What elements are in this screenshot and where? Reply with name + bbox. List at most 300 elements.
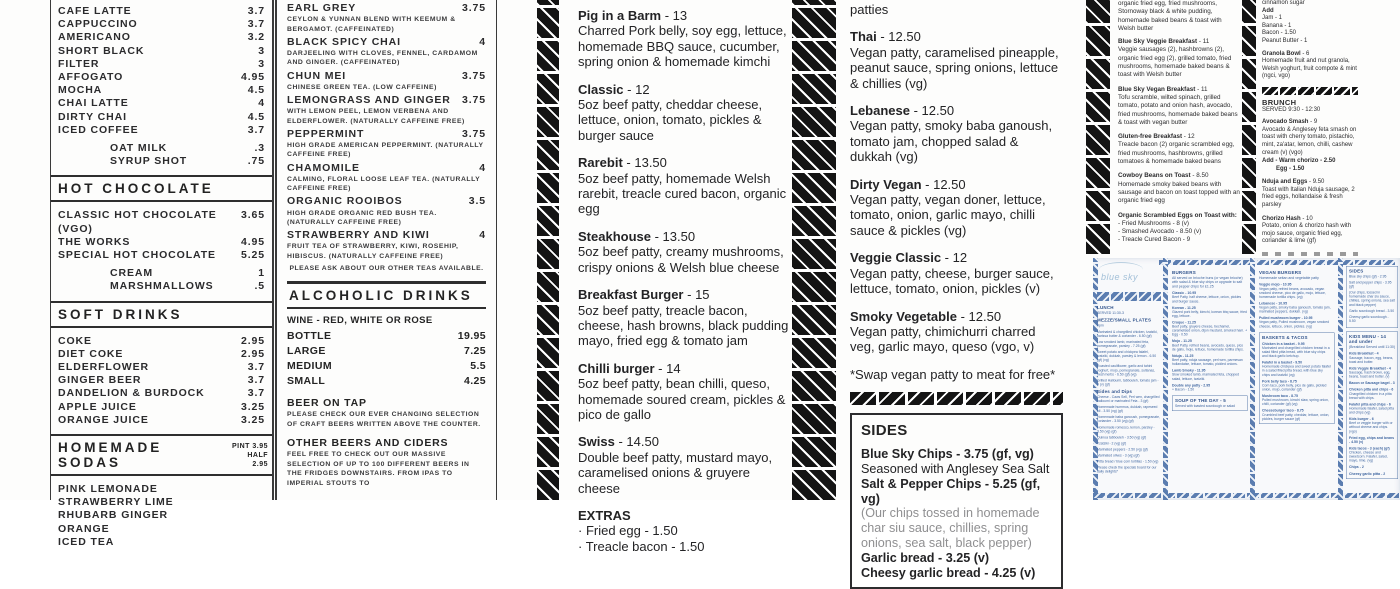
addon-row xyxy=(58,142,265,155)
item-name: BLACK SPICY CHAI xyxy=(287,35,401,48)
extra-item: · Fried egg - 1.50 xyxy=(578,523,678,539)
item-description: 5oz beef patty, homemade Welsh rarebit, treacle cured bacon, organic egg xyxy=(578,170,787,217)
swap-patty-note: *Swap vegan patty to meat for free* xyxy=(850,366,1056,382)
lunch-card-left-column xyxy=(1093,258,1163,500)
kids-menu-title: KIDS MENU - 14 and under xyxy=(1348,333,1386,344)
dips-item: Homemade romesco, lemon, parsley - 3.50 (vg) (gf) xyxy=(1097,425,1155,434)
sides-line: Salt & Pepper Chips - 5.25 (gf, vg) xyxy=(861,476,1041,506)
kids-menu-item xyxy=(1349,447,1395,463)
item-price: 5.25 xyxy=(240,249,265,262)
card-vegan-title: VEGAN BURGERS xyxy=(1259,270,1302,275)
card-vegan-item xyxy=(1259,317,1334,329)
item-description: Pulled mushroom, kimchi slaw, spring onion, chilli, coriander (gf) (vg) xyxy=(1262,398,1330,407)
item-name: Swiss xyxy=(578,434,615,450)
item-name: AFFOGATO xyxy=(58,71,124,84)
lunch-served-hours: SERVED 11:30-3 xyxy=(1097,311,1124,315)
sides-and-dips-title: Sides and Dips xyxy=(1097,388,1133,394)
burger-name-row xyxy=(850,309,1063,324)
menu-item-row xyxy=(58,31,265,44)
lunch-card-vegan-column xyxy=(1255,258,1337,500)
menu-item-row xyxy=(58,124,265,137)
item-price: 4 xyxy=(479,35,486,48)
tea-column xyxy=(287,0,497,500)
sodas-title: HOMEMADE SODAS xyxy=(58,440,163,471)
tribal-pattern-strip xyxy=(1242,0,1256,254)
tribal-pattern-strip xyxy=(792,0,836,500)
menu-item-row xyxy=(58,523,265,536)
item-name: PEPPERMINT xyxy=(287,127,365,140)
breakfast-column xyxy=(1118,0,1240,254)
item-price: - 13.50 xyxy=(623,155,667,170)
item-description: Glazed pork belly, kimchi, korean bbq sauce, fried egg, lettuce. xyxy=(1172,310,1247,318)
item-description: Double beef patty, mustard mayo, caramelised onions & gruyere cheese xyxy=(578,449,773,496)
item-description: Vegan patty, caramelised pineapple, peanut sauce, spring onions, lettuce & chillies (vg) xyxy=(850,44,1059,91)
cutoff-text-fragment: cinnamon sugar xyxy=(1262,0,1305,6)
item-description: Vegan patty, smoky baba ganoush, tomato jam, marinated peppers, dukkah. (vg) xyxy=(1259,306,1331,314)
item-description: Veggie sausages (2), hashbrowns (2), organic fried egg (2), grilled tomato, fried mushrooms, homemade baked beans & toast with Welsh butter xyxy=(1118,46,1232,79)
card-burger-item xyxy=(1172,292,1247,304)
scrambled-option: - Fried Mushrooms - 8 (v) xyxy=(1118,219,1190,227)
item-name: Cowboy Beans on Toast xyxy=(1118,172,1191,180)
item-name: THE WORKS xyxy=(58,235,131,248)
item-description: Toast with Italian Nduja sausage, 2 fried eggs, hollandaise & fresh parsley xyxy=(1262,186,1355,209)
item-name: Mojo - 11.25 xyxy=(1172,339,1192,344)
item-name: LEMONGRASS AND GINGER xyxy=(287,94,451,107)
item-price: 3.75 xyxy=(461,69,486,82)
beer-on-tap-description: PLEASE CHECK OUR EVER CHANGING SELECTION OF CRAFT BEERS WRITTEN ABOVE THE COUNTER. xyxy=(287,411,481,428)
item-name: Breakfast Burger xyxy=(578,287,684,303)
addon-name: OAT MILK xyxy=(110,142,168,155)
item-price: 3.7 xyxy=(247,387,265,400)
item-description: HIGH GRADE AMERICAN PEPPERMINT. (NATURALLY CAFFEINE FREE) xyxy=(287,142,484,159)
addon-row xyxy=(58,280,265,293)
item-name: Veggie mojo - 10.95 xyxy=(1259,283,1292,287)
item-add-option: Add - Warm chorizo - 2.50 xyxy=(1262,158,1336,165)
item-name: SMALL xyxy=(287,375,326,388)
coffee-addons xyxy=(58,142,265,168)
tea-name-row xyxy=(287,229,486,242)
menu-item-row xyxy=(58,58,265,71)
kids-menu-item xyxy=(1349,388,1395,400)
tea-note: PLEASE ASK ABOUT OUR OTHER TEAS AVAILABLE. xyxy=(289,265,484,273)
item-name: GINGER BEER xyxy=(58,374,142,387)
item-name: Pork belly taco - 8.75 xyxy=(1262,379,1298,384)
card-sides-list xyxy=(1349,275,1395,323)
item-name: Lamb Smoky - 11.95 xyxy=(1172,369,1206,373)
item-price: - 8.50 xyxy=(1191,172,1209,179)
item-name: EARL GREY xyxy=(287,2,357,14)
item-price: 4.25 xyxy=(463,375,486,388)
baskets-list xyxy=(1262,342,1331,421)
item-name: STRAWBERRY AND KIWI xyxy=(287,229,430,242)
item-name: Nduja - 11.25 xyxy=(1172,354,1194,358)
menu-item-row xyxy=(58,361,265,374)
item-description: Vegan patty, Pulled mushroom, vegan smoked cheese, lettuce, onion, pickles. (vg) xyxy=(1259,320,1330,329)
item-price: 3.75 xyxy=(461,2,486,14)
item-price: - 13 xyxy=(661,8,687,23)
item-name: MOCHA xyxy=(58,84,103,97)
burger-item xyxy=(850,177,1063,239)
burgers-column xyxy=(578,0,791,554)
item-name: Lebanese xyxy=(850,103,910,119)
scrambled-option: - Treacle Cured Bacon - 9 xyxy=(1118,236,1191,244)
item-name: Falafel in a basket - 9.50 xyxy=(1262,361,1303,365)
menu-item-row xyxy=(58,401,265,414)
item-price: 3.7 xyxy=(247,374,265,387)
item-price: 3.5 xyxy=(468,195,486,208)
add-list xyxy=(1262,15,1358,45)
item-description: Vegan patty, chimichurri charred veg, garlic mayo, queso (vgo, v) xyxy=(850,323,1036,355)
item-description: HIGH GRADE ORGANIC RED BUSH TEA. (NATURALLY CAFFEINE FREE) xyxy=(287,209,437,226)
menu-item-row xyxy=(58,536,265,549)
item-price: - 13.50 xyxy=(651,229,695,244)
kids-menu-item xyxy=(1349,472,1395,476)
add-item: Banana - 1 xyxy=(1262,22,1292,29)
sodas-pint-price: PINT 3.95 xyxy=(231,442,268,450)
burger-item xyxy=(578,287,791,349)
kids-menu-item xyxy=(1349,382,1395,386)
dips-item: Cheese - Caws Sell, Perl wen, chargrilled halloumi or marinated Feta - 3 (gf) xyxy=(1097,395,1160,404)
menu-item-row xyxy=(58,236,265,249)
coffee-list xyxy=(58,5,265,137)
item-price: 3.7 xyxy=(247,123,265,136)
item-price: 3.2 xyxy=(247,31,265,44)
item-description: Sausage, hash brown, egg, beans, toast and butter. (v) xyxy=(1348,370,1391,379)
item-price: 3.75 xyxy=(461,94,486,107)
item-description: Treacle bacon (2) organic scrambled egg, fried mushrooms, hashbrowns, grilled tomatoes & homemade baked beans xyxy=(1118,141,1235,166)
item-description: CHINESE GREEN TEA. (LOW CAFFEINE) xyxy=(287,83,437,91)
other-beers-title: OTHER BEERS AND CIDERS xyxy=(287,437,449,450)
tea-item xyxy=(287,94,486,126)
item-description: Potato, onion & chorizo hash with mojo sauce, organic fried egg, coriander & lime (gf) xyxy=(1262,223,1352,245)
burger-item xyxy=(850,29,1063,91)
wine-title: WINE - RED, WHITE OR ROSE xyxy=(287,315,433,327)
burger-name-row xyxy=(578,229,791,244)
burger-item xyxy=(850,309,1063,355)
sodas-price-notes xyxy=(230,442,268,469)
item-price: - 12 xyxy=(1182,133,1195,140)
item-price: 3.75 xyxy=(461,127,486,140)
burger-item xyxy=(578,82,791,144)
item-description: DARJEELING WITH CLOVES, FENNEL, CARDAMOM AND GINGER. (CAFFEINATED) xyxy=(287,50,478,67)
item-name: ICED COFFEE xyxy=(58,123,139,136)
card-sides-title: SIDES xyxy=(1348,268,1364,274)
menu-item-row xyxy=(58,209,265,235)
item-name: Blue Sky Veggie Breakfast xyxy=(1118,38,1198,46)
item-description: Marinated and chargrilled chicken breast in a salad filled pitta bread, with blue sky chips and black garlic ketchup. xyxy=(1262,346,1331,359)
lunch-card-right-column xyxy=(1343,258,1400,500)
baskets-item xyxy=(1262,361,1331,377)
menu-item-row xyxy=(58,5,265,18)
mezze-item: Grilled Halloumi, tabbouleh, tomato jam - 4 (v) (gf) xyxy=(1097,378,1159,387)
item-name: Double any patty - 2.95 xyxy=(1172,383,1211,388)
baskets-title: BASKETS & TACOS xyxy=(1262,334,1309,340)
item-name: RHUBARB GINGER xyxy=(58,509,169,522)
item-description: FRUIT TEA OF STRAWBERRY, KIWI, ROSEHIP, HIBISCUS. (NATURALLY CAFFEINE FREE) xyxy=(287,243,459,260)
hot-chocolate-list xyxy=(58,209,265,262)
item-price: 3 xyxy=(258,57,265,70)
tea-item xyxy=(287,2,486,34)
dips-item: Marinated olives - 3 (vg) (gf) xyxy=(1097,453,1140,458)
item-price: - 12.50 xyxy=(922,177,966,192)
section-header-soft-drinks: SOFT DRINKS xyxy=(51,301,272,328)
card-vegan-intro: Homemade seitan and vegetable patty xyxy=(1259,276,1320,280)
section-header-homemade-sodas xyxy=(51,434,272,476)
card-burger-item xyxy=(1172,354,1247,366)
vegan-burgers-column xyxy=(850,0,1063,580)
other-beers-description: FEEL FREE TO CHECK OUT OUR MASSIVE SELECTION OF UP TO 100 DIFFERENT BEERS IN THE FRIDGES DOWNSTAIRS. FROM IPAS TO IMPERIAL STOUTS TO xyxy=(287,451,470,488)
blue-pattern-border xyxy=(1097,292,1161,301)
item-price: 3.7 xyxy=(247,361,265,374)
kids-menu-item xyxy=(1349,418,1395,434)
item-description: CEYLON & YUNNAN BLEND WITH KEEMUM & BERGAMOT. (CAFFEINATED) xyxy=(287,16,456,33)
sides-box xyxy=(850,413,1063,589)
item-name: DIET COKE xyxy=(58,347,124,360)
card-burger-item xyxy=(1172,384,1247,392)
item-name: FILTER xyxy=(58,57,100,70)
tea-name-row xyxy=(287,128,486,141)
card-sides-item: Blue sky chips (gf) - 2.95 xyxy=(1348,275,1387,279)
menu-item-row xyxy=(58,18,265,31)
item-description: Homemade falafel, salad pitta and chips (vg) xyxy=(1348,406,1394,415)
item-price: - 12.50 xyxy=(877,29,921,44)
add-item: Bacon - 1.50 xyxy=(1262,30,1297,37)
item-price: 2.95 xyxy=(240,347,265,360)
dips-item: Homemade baba ganoush, pomegranate, coriander - 3.50 (vg) (gf) xyxy=(1097,415,1160,424)
item-description: 5oz beef patty, cheddar cheese, lettuce, onion, tomato, pickles & burger sauce xyxy=(578,97,763,143)
item-name: Classic xyxy=(578,81,624,97)
burger-name-row xyxy=(850,250,1063,265)
item-description: Tofu scramble, wilted spinach, grilled tomato, potato and onion hash, avocado, fried mushrooms, homemade baked beans & toast with vegan butter xyxy=(1118,93,1238,126)
card-burgers-title: BURGERS xyxy=(1172,270,1196,275)
burger-item xyxy=(850,250,1063,296)
item-name: ORANGE JUICE xyxy=(58,413,149,426)
kids-menu-item xyxy=(1349,466,1395,470)
item-price: - 11 xyxy=(1195,86,1207,93)
burger-name-row xyxy=(578,8,791,23)
tea-item xyxy=(287,70,486,93)
card-burgers-intro: All served on brioche buns (or vegan brioche) with salad & blue sky chips or upgrade to salt and pepper chips for £1.25 xyxy=(1172,276,1243,289)
faint-pattern-strip xyxy=(1262,252,1358,256)
item-description: Homemade smoky baked beans with sausage and bacon on toast topped with an organic fried egg xyxy=(1118,180,1240,205)
tea-list xyxy=(287,2,486,261)
item-description: Vegan patty, smoky baba ganoush, tomato jam, chopped salad & dukkah (vg) xyxy=(850,118,1053,165)
addon-row xyxy=(58,267,265,280)
item-name: Kids burger - 6 xyxy=(1348,417,1374,422)
brunch-item xyxy=(1262,119,1358,173)
menu-item-row xyxy=(58,509,265,522)
wine-row xyxy=(287,329,486,344)
item-name: DANDELION & BURDOCK xyxy=(58,387,205,400)
brunch-item xyxy=(1262,216,1358,246)
wine-row xyxy=(287,344,486,359)
item-name: CLASSIC HOT CHOCOLATE (VGO) xyxy=(58,209,217,235)
tea-name-row xyxy=(287,94,486,107)
menu-item-row xyxy=(58,249,265,262)
item-description: Avocado & Anglesey feta smash on toast with cherry tomato, pistachio, mint, za'atar, lemon, chilli, cashew cream (v) (vgo) xyxy=(1262,126,1357,156)
menu-item-row xyxy=(58,97,265,110)
item-name: CAFE LATTE xyxy=(58,5,132,17)
mezze-subtitle: 4pm xyxy=(1097,324,1104,328)
burger-name-row xyxy=(578,434,791,449)
kids-menu-item xyxy=(1349,403,1395,415)
baskets-item xyxy=(1262,395,1331,407)
card-sides-box xyxy=(1346,266,1398,328)
item-price: 4.5 xyxy=(247,84,265,97)
item-add-option: Egg - 1.50 xyxy=(1276,165,1305,172)
item-price: 3.65 xyxy=(240,209,265,222)
item-price: 3.25 xyxy=(240,400,265,413)
item-price: 19.95 xyxy=(457,330,486,343)
scrambled-option: - Smashed Avocado - 8.50 (v) xyxy=(1118,228,1202,236)
brunch-list xyxy=(1262,119,1358,246)
burger-list xyxy=(578,8,791,496)
addon-name: SYRUP SHOT xyxy=(110,155,188,168)
soup-description: Served with toasted sourdough or salad xyxy=(1175,404,1235,408)
extras-list xyxy=(578,523,791,554)
dips-list xyxy=(1097,395,1161,474)
item-description: Slow smoked lamb, marinated feta, chopped salad, lettuce, tzatziki. xyxy=(1172,373,1240,381)
burger-name-row xyxy=(578,82,791,97)
menu-item-row xyxy=(58,71,265,84)
cutoff-text-fragment: organic fried egg, fried mushrooms, Stornoway black & white pudding, homemade baked beans & toast with Welsh butter xyxy=(1118,0,1222,32)
item-price: - 12.50 xyxy=(957,309,1001,324)
section-header-alcoholic-drinks: ALCOHOLIC DRINKS xyxy=(287,281,486,309)
item-description: Chicken, cheese and sweetcorn. Falafel, salad, mayo, lime. (vg) xyxy=(1348,451,1388,463)
item-price: 3.7 xyxy=(247,5,265,17)
burger-name-row xyxy=(578,287,791,302)
item-price: - 11 xyxy=(1197,38,1209,45)
addon-price: 1 xyxy=(258,267,265,280)
kids-menu-subtitle: (Breakfast Served until 11:30) xyxy=(1348,345,1395,349)
dips-item: Homemade hummus, dukkah, rapeseed oil - 3.50 (vg) (gf) xyxy=(1097,405,1158,414)
scrambled-eggs-title: Organic Scrambled Eggs on Toast with: xyxy=(1118,211,1237,219)
item-name: Falafel pitta and chips - 6 xyxy=(1348,402,1391,407)
cutoff-text-fragment: patties xyxy=(850,2,889,17)
item-name: Thai xyxy=(850,29,877,45)
item-name: Pulled mushroom burger - 10.95 xyxy=(1259,316,1313,321)
item-name: ICED TEA xyxy=(58,535,115,548)
item-price: 2.95 xyxy=(240,334,265,347)
card-burger-item xyxy=(1172,321,1247,337)
dips-item: Quinoa tabbouleh - 3.50 (vg) (gf) xyxy=(1097,435,1147,440)
item-description: Homemade fruit and nut granola, Welsh yoghurt, fruit compote & mint (ngci, vgo) xyxy=(1262,58,1357,80)
item-price: 4 xyxy=(258,97,265,110)
card-sides-item: Cheesy garlic sourdough - 5.50 xyxy=(1348,315,1389,323)
menu-item-row xyxy=(58,387,265,400)
item-price: 5.5 xyxy=(470,360,486,373)
tea-name-row xyxy=(287,195,486,208)
item-description: Homemade chickpea and sweet potato falafel in a salad filled pitta bread, with blue sky chips and tzatziki (vg) xyxy=(1262,365,1332,377)
kids-menu-item xyxy=(1349,367,1395,379)
item-description: Beef or veggie burger with or without cheese and chips. (vgo) xyxy=(1348,421,1393,434)
section-header-hot-chocolate: HOT CHOCOLATE xyxy=(51,175,272,202)
item-price: 3.7 xyxy=(247,18,265,31)
item-name: Gluten-free Breakfast xyxy=(1118,133,1183,141)
item-description: 5oz beef patty, treacle bacon, cheese, hash browns, black pudding mayo, fried egg & tomato jam xyxy=(578,302,789,349)
burger-item xyxy=(578,361,791,423)
blue-lunch-menu-card xyxy=(1093,258,1400,500)
burger-name-row xyxy=(850,177,1063,192)
card-burgers-list xyxy=(1172,292,1247,392)
dips-item: Tzatziki - 2 (vg) (gf) xyxy=(1097,441,1127,446)
item-name: Kids Veggie Breakfast - 4 xyxy=(1348,366,1391,371)
tribal-pattern-strip xyxy=(850,392,1063,405)
item-name: SPECIAL HOT CHOCOLATE xyxy=(58,249,216,262)
tribal-pattern-strip xyxy=(1262,87,1358,95)
item-name: Chicken in a basket - 9.95 xyxy=(1262,342,1306,346)
menu-item-row xyxy=(58,335,265,348)
extras-title: EXTRAS xyxy=(578,507,631,523)
card-vegan-item xyxy=(1259,283,1334,299)
item-name: Kids tacos - 3 (each) (gf) xyxy=(1348,447,1390,451)
item-price: - 9 xyxy=(1308,119,1317,125)
mezze-item: Roasted cauliflower, garlic and tahini yoghurt, mojo, pomegranate, sultanas, fresh herbs - 6.50 (gf) (vg) xyxy=(1097,364,1155,377)
item-name: Croque - 11.25 xyxy=(1172,321,1196,325)
item-name: ORGANIC ROOIBOS xyxy=(287,195,403,208)
item-name: Chips - 2 xyxy=(1348,465,1364,470)
mezze-title: MEZZE/SMALL PLATES xyxy=(1097,317,1152,323)
item-description: Chargrilled chicken in a pitta bread with chips. xyxy=(1348,392,1392,400)
item-price: - 12 xyxy=(624,82,650,97)
item-price: 4.95 xyxy=(240,235,265,248)
card-burger-item xyxy=(1172,306,1247,318)
vegan-burger-list xyxy=(850,29,1063,354)
item-name: SHORT BLACK xyxy=(58,44,145,57)
lunch-card-burgers-column xyxy=(1168,258,1250,500)
item-price: - 10 xyxy=(1301,216,1313,222)
tribal-pattern-strip xyxy=(537,0,559,500)
item-name: Chorizo Hash xyxy=(1262,215,1301,222)
tea-name-row xyxy=(287,2,486,15)
tea-name-row xyxy=(287,162,486,175)
soup-title: SOUP OF THE DAY - 5 xyxy=(1175,397,1226,403)
item-name: Granola Bowl xyxy=(1262,50,1301,57)
item-description: WITH LEMON PEEL, LEMON VERBENA AND ELDERFLOWER. (NATURALLY CAFFEINE FREE) xyxy=(287,108,465,125)
tribal-pattern-strip xyxy=(1086,0,1110,254)
item-name: Cheesy garlic pitta - 2 xyxy=(1348,472,1386,476)
item-name: Veggie Classic xyxy=(850,250,942,266)
item-name: LARGE xyxy=(287,345,326,358)
tea-item xyxy=(287,128,486,160)
card-burger-item xyxy=(1172,340,1247,352)
menu-item-row xyxy=(58,496,265,509)
soft-drinks-list xyxy=(58,335,265,427)
burger-item xyxy=(578,155,791,217)
tea-name-row xyxy=(287,70,486,83)
item-price: - 12 xyxy=(941,250,967,265)
tea-name-row xyxy=(287,36,486,49)
item-name: Bacon or Sausage bagel - 3 xyxy=(1348,381,1395,386)
item-name: Nduja and Eggs xyxy=(1262,179,1308,186)
item-name: CHUN MEI xyxy=(287,69,347,82)
breakfast-item xyxy=(1118,86,1240,127)
item-name: Cheeseburger taco - 8.75 xyxy=(1262,409,1305,413)
addon-price: .3 xyxy=(254,142,265,155)
sodas-half-price: HALF 2.95 xyxy=(247,451,268,468)
drinks-column xyxy=(50,0,277,548)
item-name: AMERICANO xyxy=(58,31,131,44)
baskets-and-tacos-box xyxy=(1259,332,1334,424)
item-name: Pig in a Barm xyxy=(578,8,662,23)
menu-item-row xyxy=(58,84,265,97)
item-price: - 12.50 xyxy=(910,103,954,118)
addon-price: .75 xyxy=(247,155,265,168)
tea-item xyxy=(287,162,486,194)
mezze-list xyxy=(1097,330,1161,387)
burger-name-row xyxy=(578,361,791,376)
breakfast-item xyxy=(1118,38,1240,79)
